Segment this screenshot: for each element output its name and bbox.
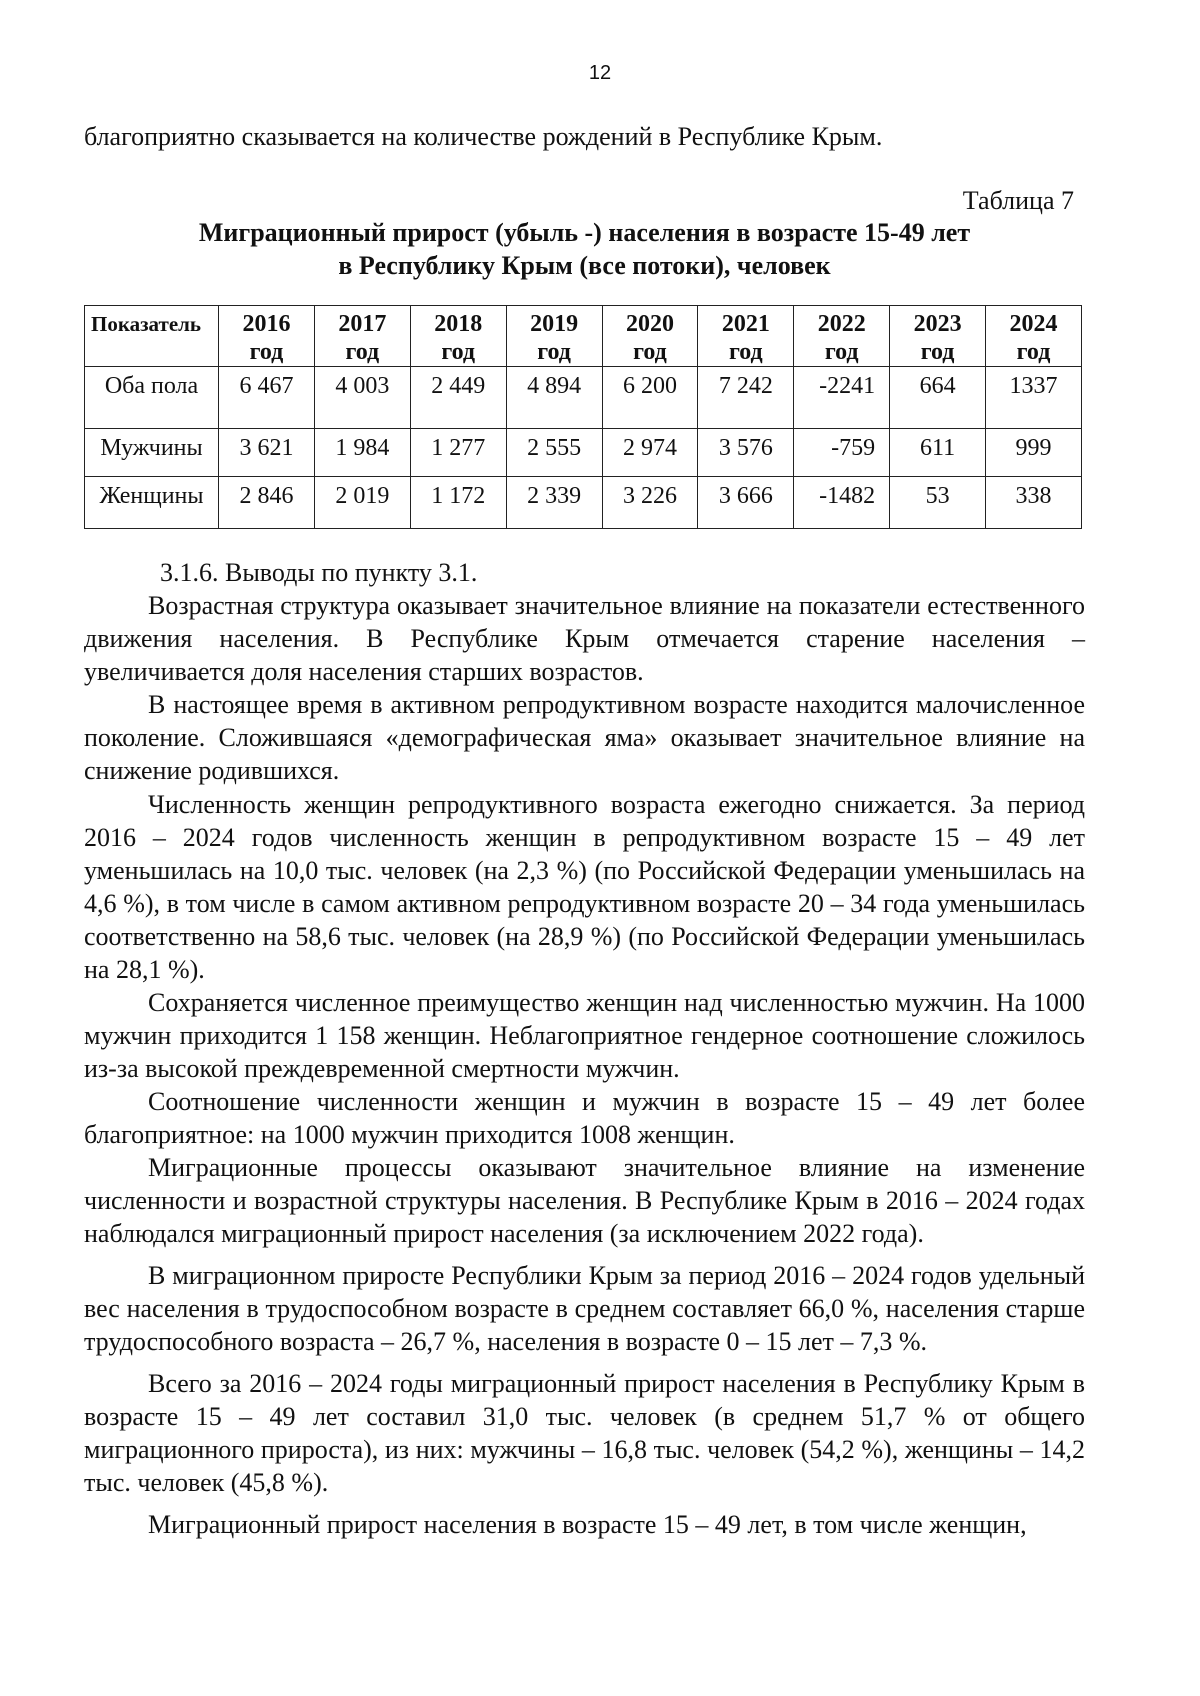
lead-line: благоприятно сказывается на количестве рождений в Республике Крым. [84, 122, 883, 151]
year-suffix: год [920, 339, 955, 365]
row-label: Мужчины [85, 429, 219, 477]
year-number: 2020 [625, 311, 674, 337]
paragraph: Миграционный прирост населения в возрасте 15 – 49 лет, в том числе женщин, [148, 1510, 1027, 1539]
year-suffix: год [345, 339, 380, 365]
table-cell: 1 172 [410, 477, 506, 529]
year-suffix: год [1016, 339, 1051, 365]
table-cell: 4 003 [314, 367, 410, 429]
table-header-row [85, 306, 1082, 367]
year-number: 2019 [530, 311, 579, 337]
paragraph: В миграционном приросте Республики Крым за период 2016 – 2024 годов удельный вес населения в трудоспособном возрасте в среднем составляет 66,0 %, населения старше трудоспособного возраста – 26,7 %, населения в возрасте 0 – 15 лет – 7,3 %. [84, 1261, 1085, 1356]
table-cell: 1 984 [314, 429, 410, 477]
year-suffix: год [633, 339, 667, 365]
table-cell: 6 467 [219, 367, 315, 429]
year-number: 2018 [434, 311, 483, 337]
table-cell: -1482 [794, 477, 890, 529]
table-header-year [890, 306, 986, 367]
year-suffix: год [249, 339, 284, 365]
table-cell: 4 894 [506, 367, 602, 429]
table-cell: -2241 [794, 367, 890, 429]
table-header-year [698, 306, 794, 367]
table-title-line-1: Миграционный прирост (убыль -) населения в возрасте 15-49 лет [198, 218, 971, 247]
year-number: 2023 [913, 311, 962, 337]
table-header-year [602, 306, 698, 367]
table-header-year [314, 306, 410, 367]
row-label: Оба пола [85, 367, 219, 429]
body-text [84, 556, 1085, 1541]
table-cell: 999 [986, 429, 1082, 477]
section-heading: 3.1.6. Выводы по пункту 3.1. [160, 558, 478, 587]
table-cell: 2 449 [410, 367, 506, 429]
table-header-indicator: Показатель [85, 306, 219, 367]
year-number: 2017 [338, 311, 387, 337]
table-cell: 6 200 [602, 367, 698, 429]
table-cell: 2 555 [506, 429, 602, 477]
table-header-year [219, 306, 315, 367]
year-number: 2022 [817, 311, 866, 337]
table-title-line-2: в Республику Крым (все потоки), человек [338, 251, 831, 280]
paragraph: Численность женщин репродуктивного возраста ежегодно снижается. За период 2016 – 2024 годов численность женщин в репродуктивном возрасте 15 – 49 лет уменьшилась на 10,0 тыс. человек (на 2,3 %) (по Российской Федерации уменьшилась на 4,6 %), в том числе в самом активном репродуктивном возрасте 20 – 34 года уменьшилась соответственно на 58,6 тыс. человек (на 28,9 %) (по Российской Федерации уменьшилась на 28,1 %). [84, 790, 1085, 984]
migration-table [84, 305, 1082, 529]
table-cell: 2 339 [506, 477, 602, 529]
paragraph: Сохраняется численное преимущество женщин над численностью мужчин. На 1000 мужчин приходится 1 158 женщин. Неблагоприятное гендерное соотношение сложилось из-за высокой преждевременной смертности мужчин. [84, 988, 1085, 1083]
table-cell: 2 019 [314, 477, 410, 529]
table-cell: 7 242 [698, 367, 794, 429]
table-header-year [794, 306, 890, 367]
table-cell: 3 621 [219, 429, 315, 477]
table-cell: 338 [986, 477, 1082, 529]
table-cell: 1 277 [410, 429, 506, 477]
table-cell: -759 [794, 429, 890, 477]
table-title [84, 216, 1085, 282]
year-number: 2021 [721, 311, 770, 337]
table-cell: 611 [890, 429, 986, 477]
table-cell: 2 846 [219, 477, 315, 529]
paragraph: Соотношение численности женщин и мужчин в возрасте 15 – 49 лет более благоприятное: на 1000 мужчин приходится 1008 женщин. [84, 1087, 1085, 1149]
table-cell: 664 [890, 367, 986, 429]
page-number: 12 [588, 62, 612, 84]
year-suffix: год [824, 339, 859, 365]
year-number: 2024 [1009, 311, 1058, 337]
paragraph: Возрастная структура оказывает значительное влияние на показатели естественного движения населения. В Республике Крым отмечается старение населения – увеличивается доля населения старших возрастов. [84, 591, 1085, 686]
table-header-year [410, 306, 506, 367]
table-row [85, 429, 1082, 477]
table-cell: 3 226 [602, 477, 698, 529]
table-header-year [986, 306, 1082, 367]
year-number: 2016 [242, 311, 291, 337]
table-cell: 1337 [986, 367, 1082, 429]
table-cell: 53 [890, 477, 986, 529]
paragraph: Всего за 2016 – 2024 годы миграционный прирост населения в Республику Крым в возрасте 15 – 49 лет составил 31,0 тыс. человек (в среднем 51,7 % от общего миграционного прироста), из них: мужчины – 16,8 тыс. человек (54,2 %), женщины – 14,2 тыс. человек (45,8 %). [84, 1369, 1085, 1497]
year-suffix: год [728, 339, 763, 365]
table-header-year [506, 306, 602, 367]
table-cell: 2 974 [602, 429, 698, 477]
year-suffix: год [537, 339, 571, 365]
table-cell: 3 666 [698, 477, 794, 529]
paragraph: Миграционные процессы оказывают значительное влияние на изменение численности и возрастной структуры населения. В Республике Крым в 2016 – 2024 годах наблюдался миграционный прирост населения (за исключением 2022 года). [84, 1153, 1085, 1248]
table-label: Таблица 7 [962, 186, 1074, 215]
table-row [85, 477, 1082, 529]
paragraph: В настоящее время в активном репродуктивном возрасте находится малочисленное поколение. Сложившаяся «демографическая яма» оказывает значительное влияние на снижение родившихся. [84, 690, 1085, 785]
year-suffix: год [441, 339, 476, 365]
table-cell: 3 576 [698, 429, 794, 477]
row-label: Женщины [85, 477, 219, 529]
table-row [85, 367, 1082, 429]
